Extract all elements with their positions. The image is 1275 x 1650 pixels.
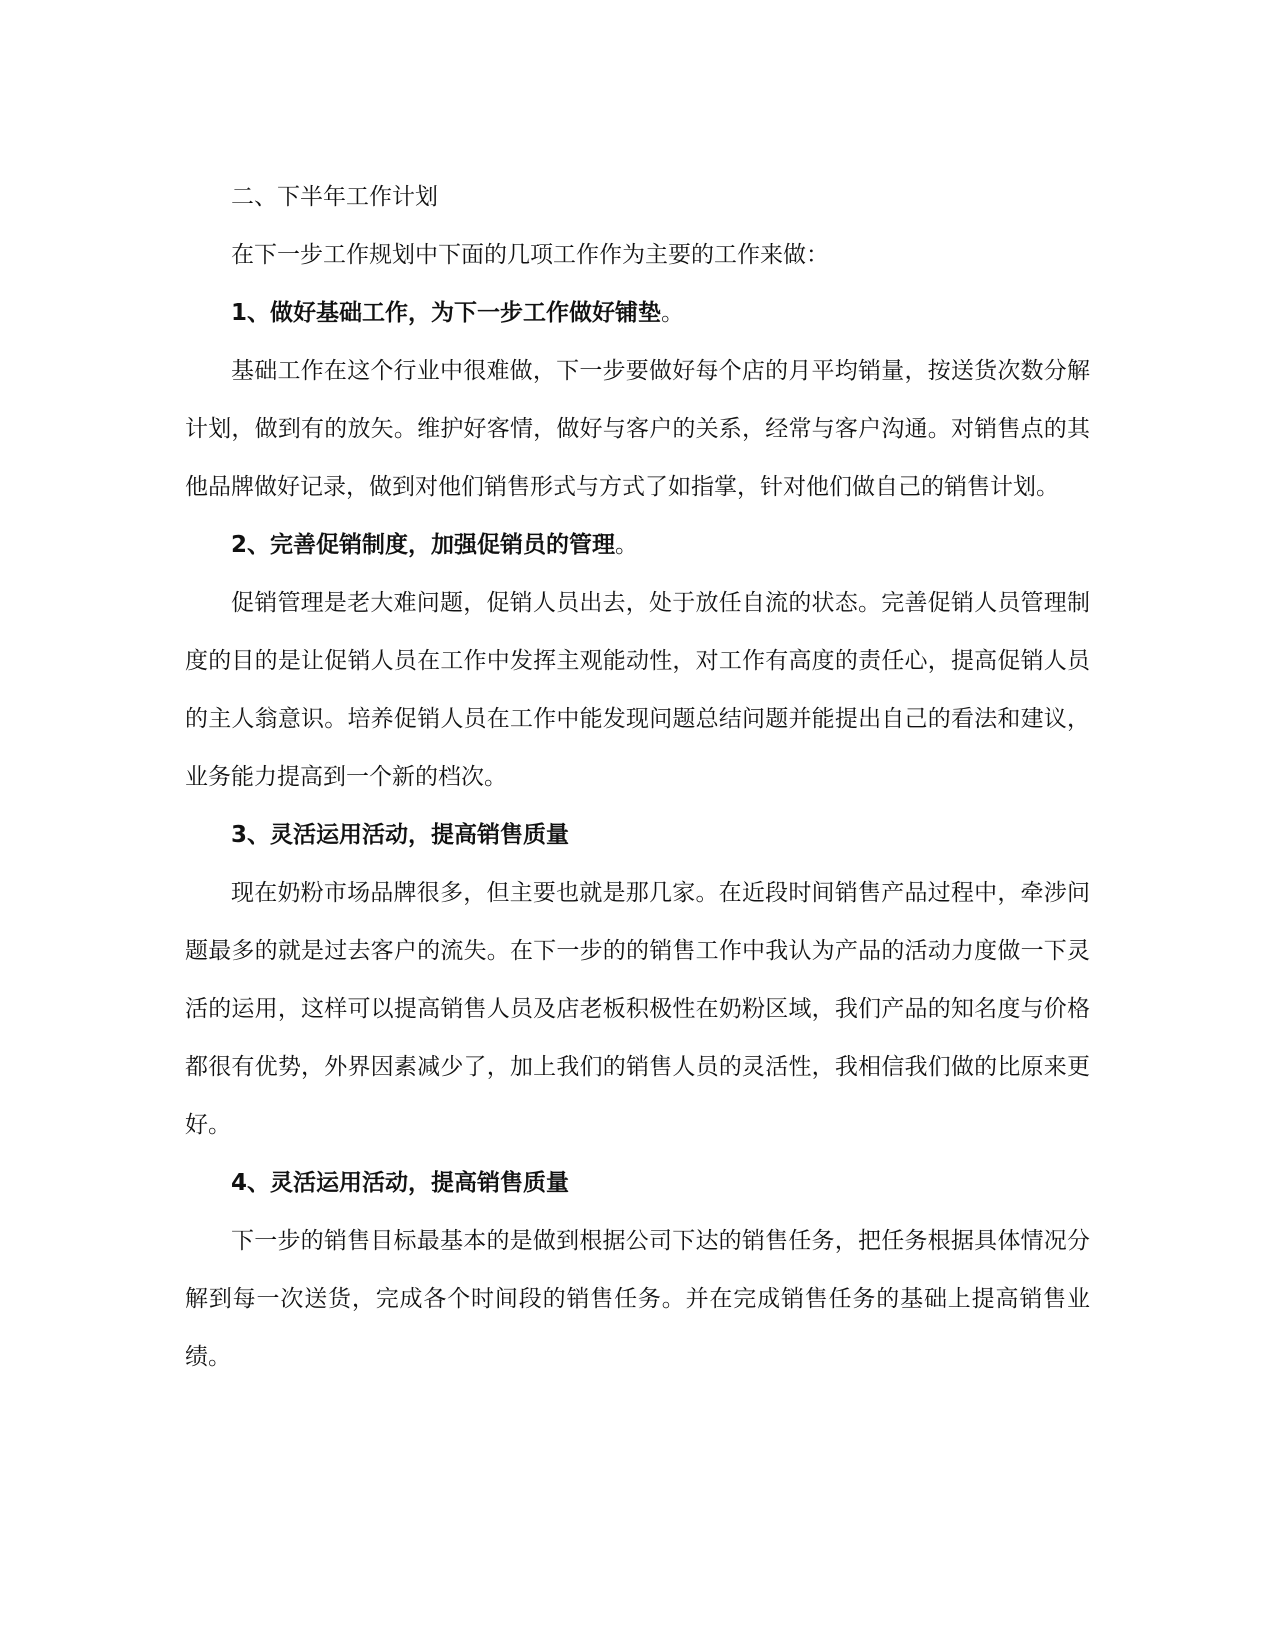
item-4-body: 下一步的销售目标最基本的是做到根据公司下达的销售任务，把任务根据具体情况分解到每一次送货，完成各个时间段的销售任务。并在完成销售任务的基础上提高销售业绩。 xyxy=(185,1228,1090,1370)
item-2-heading-suffix: 。 xyxy=(615,532,639,558)
item-2-heading-text: 2、完善促销制度，加强促销员的管理 xyxy=(231,532,616,558)
item-3-heading-text: 3、灵活运用活动，提高销售质量 xyxy=(231,822,570,848)
item-4-heading-text: 4、灵活运用活动，提高销售质量 xyxy=(231,1170,570,1196)
intro-paragraph: 在下一步工作规划中下面的几项工作作为主要的工作来做： xyxy=(231,242,829,268)
item-2-heading xyxy=(185,516,1090,574)
item-1-heading xyxy=(185,284,1090,342)
item-3-body: 现在奶粉市场品牌很多，但主要也就是那几家。在近段时间销售产品过程中，牵涉问题最多的就是过去客户的流失。在下一步的的销售工作中我认为产品的活动力度做一下灵活的运用，这样可以提高销售人员及店老板积极性在奶粉区域，我们产品的知名度与价格都很有优势，外界因素减少了，加上我们的销售人员的灵活性，我相信我们做的比原来更好。 xyxy=(185,880,1090,1138)
document-body xyxy=(185,168,1090,1386)
item-2-body: 促销管理是老大难问题，促销人员出去，处于放任自流的状态。完善促销人员管理制度的目的是让促销人员在工作中发挥主观能动性，对工作有高度的责任心，提高促销人员的主人翁意识。培养促销人员在工作中能发现问题总结问题并能提出自己的看法和建议，业务能力提高到一个新的档次。 xyxy=(185,590,1090,790)
item-3-heading xyxy=(185,806,1090,864)
item-1-body: 基础工作在这个行业中很难做，下一步要做好每个店的月平均销量，按送货次数分解计划，做到有的放矢。维护好客情，做好与客户的关系，经常与客户沟通。对销售点的其他品牌做好记录，做到对他们销售形式与方式了如指掌，针对他们做自己的销售计划。 xyxy=(185,358,1090,500)
item-4-heading xyxy=(185,1154,1090,1212)
item-1-heading-text: 1、做好基础工作，为下一步工作做好铺垫 xyxy=(231,300,662,326)
section-title: 二、下半年工作计划 xyxy=(231,184,438,210)
item-1-heading-suffix: 。 xyxy=(661,300,685,326)
